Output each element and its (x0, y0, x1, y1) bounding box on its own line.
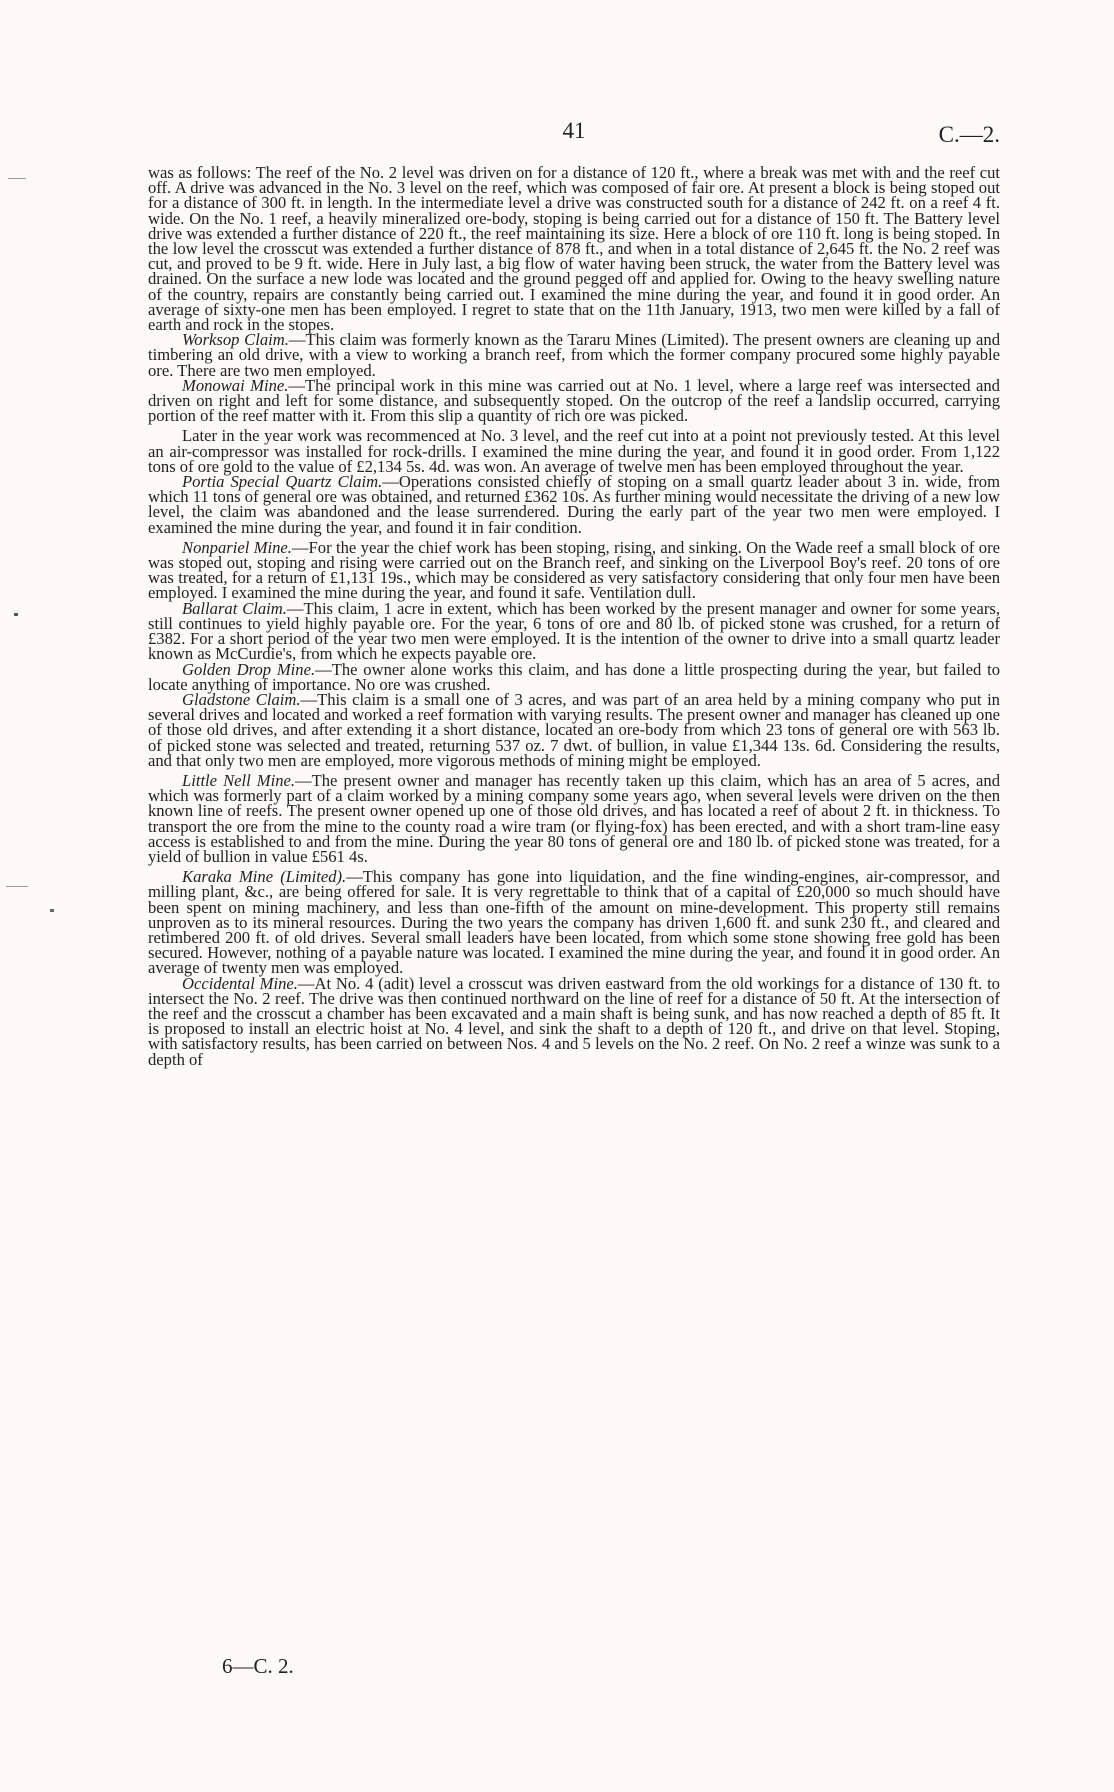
paragraph-text: —At No. 4 (adit) level a crosscut was driven eastward from the old workings for a distance of 130 ft. to intersect the No. 2 reef. The drive was then continued northward on the line of reef for a distance of 50 ft. At the intersection of the reef and the crosscut a chamber has been excavated and a main shaft is being sunk, and has now reached a depth of 85 ft. It is proposed to install an electric hoist at No. 4 level, and sink the shaft to a depth of 120 ft., and drive on that level. Stoping, with satisfactory results, has been carried on between Nos. 4 and 5 levels on the No. 2 reef. On No. 2 reef a winze was sunk to a depth of (148, 973, 1000, 1069)
page-number: 41 (562, 118, 586, 143)
paragraph-text: —Operations consisted chiefly of stoping on a small quartz leader about 3 in. wide, from which 11 tons of general ore was obtained, and returned £362 10s. As further mining would necessitate the driving of a new low level, the claim was abandoned and the lease surrendered. During the early part of the year two men were employed. I examined the mine during the year, and found it in fair condition. (148, 472, 1001, 537)
section-heading: Gladstone Claim. (182, 689, 301, 709)
paragraph-ballarat-claim (148, 598, 1001, 664)
paragraph-worksop-claim (148, 332, 1000, 378)
section-heading: Portia Special Quartz Claim. (182, 472, 383, 492)
paragraph-little-nell-mine (148, 770, 1001, 866)
paragraph-portia-claim (148, 474, 1000, 535)
paragraph-golden-drop-mine (148, 659, 1000, 694)
paragraph-text: —For the year the chief work has been stoping, rising, and sinking. On the Wade reef a small block of ore was stoped out, stoping and rising were carried out on the Branch reef, and sinking on the Liverpool Boy's reef. 20 tons of ore was treated, for a return of £1,131 19s., which may be considered as very satisfactory considering that only four men have been employed. I examined the mine during the year, and found it safe. Ventilation dull. (148, 537, 1000, 603)
document-code: C.—2. (938, 122, 1000, 147)
paragraph-text: —This claim, 1 acre in extent, which has been worked by the present manager and owner for some years, still continues to yield highly payable ore. For the year, 6 tons of ore and 80 lb. of picked stone was crushed, for a return of £382. For a short period of the year two men were employed. It is the intention of the owner to drive into a small quartz leader known as McCurdie's, from which he expects payable ore. (148, 598, 1001, 664)
section-heading: Ballarat Claim. (182, 598, 287, 618)
section-heading: Little Nell Mine. (182, 770, 296, 790)
margin-mark (6, 886, 28, 887)
paragraph-text: —The principal work in this mine was carried out at No. 1 level, where a large reef was intersected and driven on right and left for some distance, and subsequently stoped. On the outcrop of the reef a landslip occurred, carrying portion of the reef matter with it. From this slip a quantity of rich ore was picked. (148, 375, 1000, 426)
margin-mark (14, 613, 18, 616)
section-heading: Golden Drop Mine. (182, 659, 316, 679)
paragraph-text: —This claim is a small one of 3 acres, and was part of an area held by a mining company who put in several drives and located and worked a reef formation with varying results. The present owner and manager has cleaned up one of those old drives, and after extending it a short distance, located an ore-body from which 23 tons of general ore with 563 lb. of picked stone was selected and treated, returning 537 oz. 7 dwt. of bullion, in value £1,344 13s. 6d. Considering the results, and that only two men are employed, more vigorous methods of mining might be employed. (148, 689, 1000, 770)
paragraph-text: Later in the year work was recommenced at No. 3 level, and the reef cut into at a point not previously tested. At this level an air-compressor was installed for rock-drills. I examined the mine during the year, and found it in good order. From 1,122 tons of ore gold to the value of £2,134 5s. 4d. was won. An average of twelve men has been employed throughout the year. (148, 426, 1000, 476)
paragraph-gladstone-claim (148, 689, 1000, 770)
paragraph-text: —This company has gone into liquidation, and the fine winding-engines, air-compressor, and milling plant, &c., are being offered for sale. It is very regrettable to think that of a capital of £20,000 so much should have been spent on mining machinery, and less than one-fifth of the amount on mine-development. This property still remains unproven as to its mineral resources. During the two years the company has driven 1,600 ft. and sunk 230 ft., and cleared and retimbered 200 ft. of old drives. Several small leaders have been located, from which some stone showing free gold has been secured. However, nothing of a payable nature was located. I examined the mine during the year, and found it in good order. An average of twenty men was employed. (148, 867, 1000, 978)
paragraph-text: was as follows: The reef of the No. 2 level was driven on for a distance of 120 ft., where a break was met with and the reef cut off. A drive was advanced in the No. 3 level on the reef, which was composed of fair ore. At present a block is being stoped out for a distance of 300 ft. in length. In the intermediate level a drive was constructed south for a distance of 242 ft. on a reef 4 ft. wide. On the No. 1 reef, a heavily mineralized ore-body, stoping is being carried out for a distance of 150 ft. The Battery level drive was extended a further distance of 220 ft., the reef maintaining its size. Here a block of ore 110 ft. long is being stoped. In the low level the crosscut was extended a further distance of 878 ft., and when in a total distance of 2,645 ft. the No. 2 reef was cut, and proved to be 9 ft. wide. Here in July last, a big flow of water having been struck, the water from the Battery level was drained. On the surface a new lode was located and the ground pegged off and applied for. Owing to the heavy swelling nature of the country, repairs are constantly being carried out. I examined the mine during the year, and found it in good order. An average of sixty-one men has been employed. I regret to state that on the 11th January, 1913, two men were killed by a fall of earth and rock in the stopes. (148, 163, 1000, 335)
paragraph-monowai-continued (148, 428, 1000, 474)
paragraph-nonpariel-mine (148, 537, 1000, 603)
paragraph-monowai-mine (148, 375, 1000, 426)
page-header (148, 118, 1000, 154)
paragraph-karaka-mine (148, 867, 1000, 978)
margin-mark (50, 909, 54, 912)
section-heading: Monowai Mine. (182, 375, 289, 395)
signature-mark: 6—C. 2. (222, 1654, 294, 1678)
section-heading: Worksop Claim. (182, 330, 289, 350)
body-text (148, 165, 1000, 1067)
paragraph-text: —The owner alone works this claim, and has done a little prospecting during the year, but failed to locate anything of importance. No ore was crushed. (148, 659, 1000, 694)
paragraph-occidental-mine (148, 973, 1000, 1069)
paragraph-text: —This claim was formerly known as the Tararu Mines (Limited). The present owners are cleaning up and timbering an old drive, with a view to working a branch reef, from which the former company procured some highly payable ore. There are two men employed. (148, 330, 1000, 380)
paragraph-continuation (148, 163, 1000, 335)
paragraph-text: —The present owner and manager has recently taken up this claim, which has an area of 5 acres, and which was formerly part of a claim worked by a mining company some years ago, when several levels were driven on the then known line of reefs. The present owner opened up one of those old drives, and has located a reef of about 2 ft. in thickness. To transport the ore from the mine to the county road a wire tram (or flying-fox) has been erected, and with a short tram-line easy access is established to and from the mine. During the year 80 tons of general ore and 180 lb. of picked stone was treated, for a yield of bullion in value £561 4s. (148, 770, 1001, 866)
margin-mark (8, 178, 26, 179)
section-heading: Karaka Mine (Limited). (182, 867, 347, 887)
section-heading: Occidental Mine. (182, 973, 298, 993)
section-heading: Nonpariel Mine. (182, 537, 292, 557)
